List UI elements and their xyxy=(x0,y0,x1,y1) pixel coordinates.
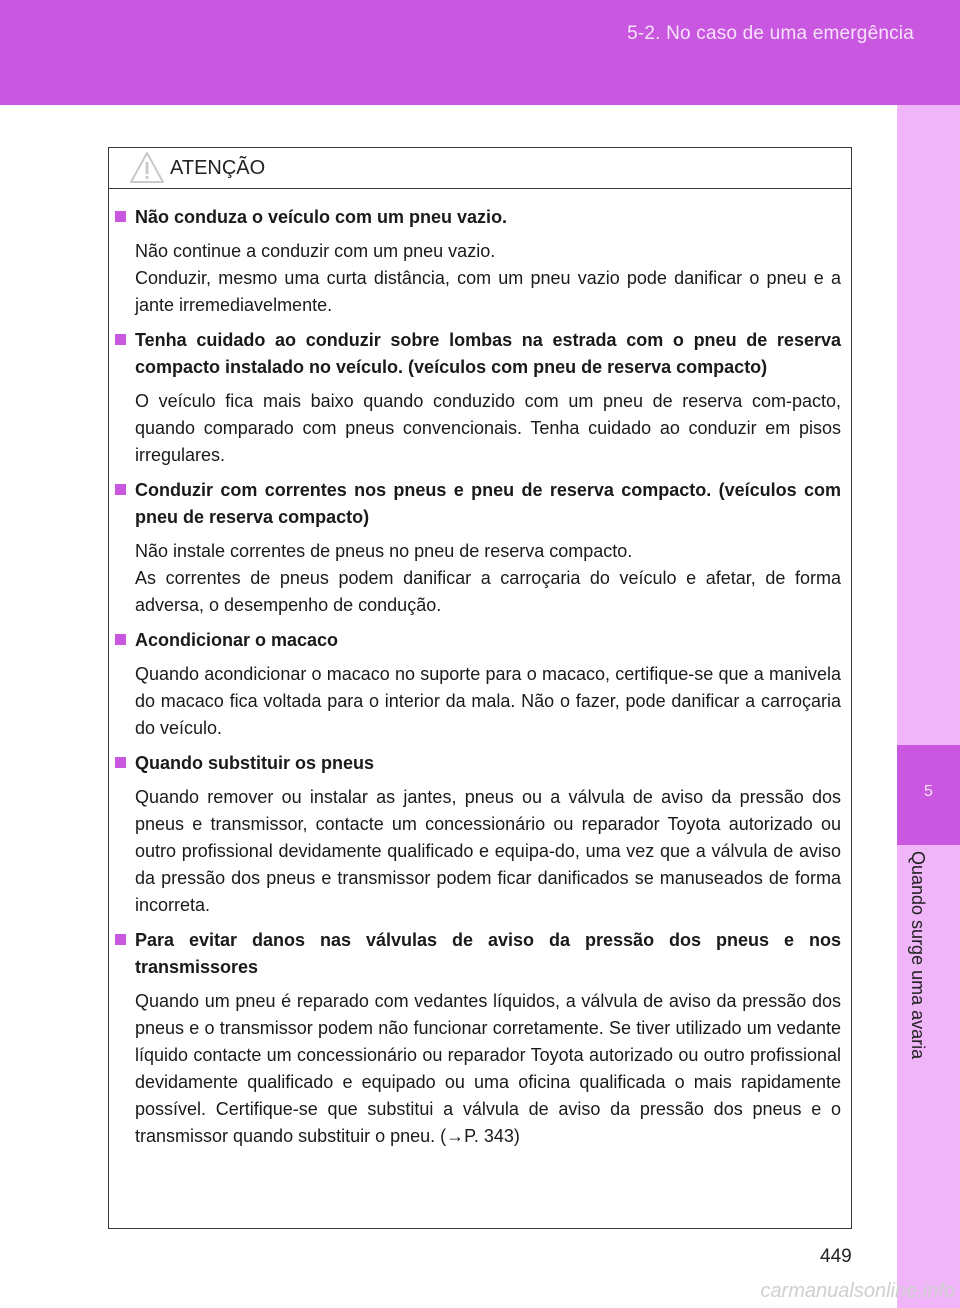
section-body xyxy=(109,661,851,742)
section-heading: Acondicionar o macaco xyxy=(109,627,851,654)
section-body xyxy=(109,988,851,1150)
section-heading: Quando substituir os pneus xyxy=(109,750,851,777)
warning-header xyxy=(109,148,851,189)
paragraph: Quando acondicionar o macaco no suporte para o macaco, certifique-se que a manivela do macaco fica voltada para o interior da mala. Não o fazer, pode danificar a carroçaria do veículo. xyxy=(135,664,841,738)
page-header xyxy=(0,0,960,105)
section-heading: Conduzir com correntes nos pneus e pneu de reserva compacto. (veículos com pneu de reserva compacto) xyxy=(109,477,851,531)
paragraph: O veículo fica mais baixo quando conduzido com um pneu de reserva com-pacto, quando comparado com pneus convencionais. Tenha cuidado ao conduzir em pisos irregulares. xyxy=(135,391,841,465)
chapter-number: 5 xyxy=(924,783,933,800)
section-heading: Tenha cuidado ao conduzir sobre lombas na estrada com o pneu de reserva compacto instalado no veículo. (veículos com pneu de reserva compacto) xyxy=(109,327,851,381)
warning-triangle-icon xyxy=(129,151,165,190)
section-body xyxy=(109,388,851,469)
watermark: carmanualsonline.info xyxy=(760,1280,955,1302)
square-bullet-icon xyxy=(115,334,126,345)
square-bullet-icon xyxy=(115,634,126,645)
paragraph: Não continue a conduzir com um pneu vazio. xyxy=(135,241,496,261)
paragraph: Quando um pneu é reparado com vedantes líquidos, a válvula de aviso da pressão dos pneus e o transmissor podem não funcionar corretamente. Se tiver utilizado um vedante líquido contacte um concessionário ou reparador Toyota autorizado ou outro profissional devidamente qualificado e equipado ou uma oficina qualificada o mais rapidamente possível. Certifique-se que substitui a válvula de aviso da pressão dos pneus e o transmissor quando substituir o pneu. (→P. 343) xyxy=(135,991,841,1146)
section-heading: Não conduza o veículo com um pneu vazio. xyxy=(109,204,851,231)
chapter-label: Quando surge uma avaria xyxy=(908,851,928,1060)
sidebar-tab-bottom xyxy=(897,845,960,1308)
warning-content xyxy=(109,204,851,1158)
square-bullet-icon xyxy=(115,757,126,768)
square-bullet-icon xyxy=(115,484,126,495)
section-body xyxy=(109,538,851,619)
square-bullet-icon xyxy=(115,211,126,222)
section-heading: Para evitar danos nas válvulas de aviso da pressão dos pneus e nos transmissores xyxy=(109,927,851,981)
chapter-tab xyxy=(897,745,960,845)
section-title: 5-2. No caso de uma emergência xyxy=(627,23,914,44)
paragraph: Conduzir, mesmo uma curta distância, com um pneu vazio pode danificar o pneu e a jante irremediavelmente. xyxy=(135,268,841,315)
paragraph: As correntes de pneus podem danificar a carroçaria do veículo e afetar, de forma adversa, o desempenho de condução. xyxy=(135,568,841,615)
section-body xyxy=(109,784,851,919)
page-number: 449 xyxy=(820,1246,852,1267)
warning-title: ATENÇÃO xyxy=(170,157,266,179)
paragraph: Não instale correntes de pneus no pneu de reserva compacto. xyxy=(135,541,633,561)
section-body xyxy=(109,238,851,319)
sidebar-tab-top xyxy=(897,105,960,745)
square-bullet-icon xyxy=(115,934,126,945)
paragraph: Quando remover ou instalar as jantes, pneus ou a válvula de aviso da pressão dos pneus e transmissor, contacte um concessionário ou reparador Toyota autorizado ou outro profissional devidamente qualificado e equipa-do, uma vez que a válvula de aviso da pressão dos pneus e transmissor podem ficar danificados se manuseados de forma incorreta. xyxy=(135,787,841,915)
warning-box xyxy=(108,147,852,1229)
